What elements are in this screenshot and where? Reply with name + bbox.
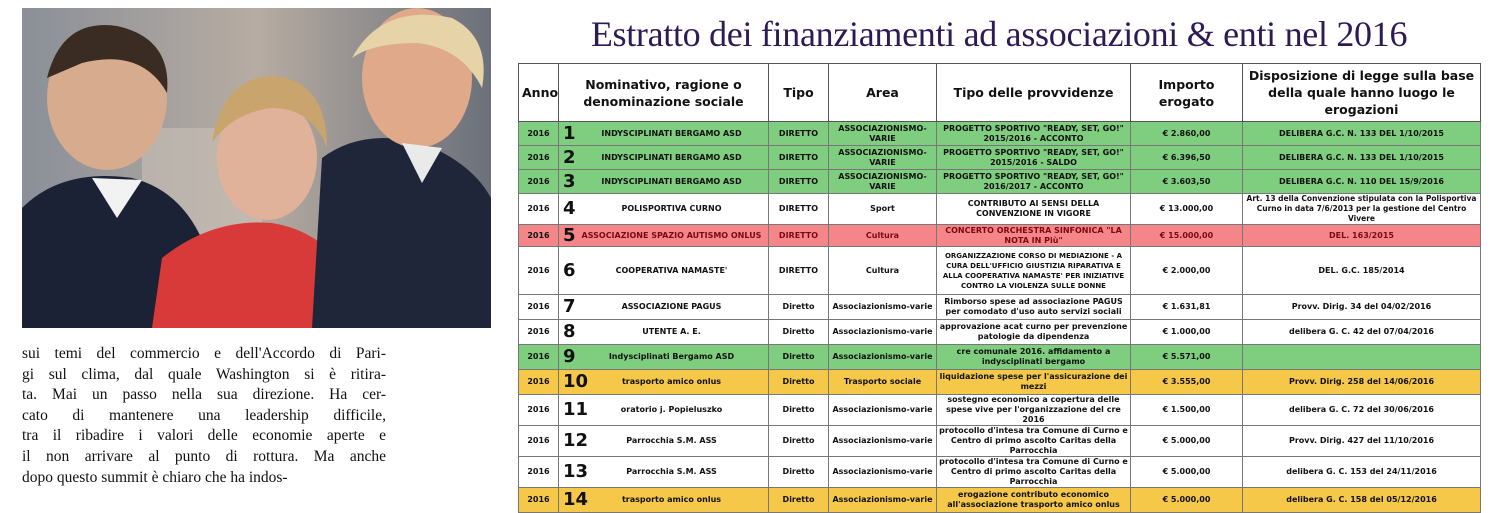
- table-row: [519, 488, 1481, 513]
- row-area: Associazionismo-varie: [829, 345, 937, 370]
- row-type: Diretto: [769, 345, 829, 370]
- article-line: sui temi del commercio e dell'Accordo di Pari-: [22, 345, 386, 362]
- row-type: Diretto: [769, 370, 829, 395]
- table-row: [519, 225, 1481, 247]
- row-name-cell: [559, 146, 769, 170]
- article-line: ta. Mai un passo nella sua direzione. Ha cer-: [22, 386, 386, 404]
- row-type: DIRETTO: [769, 194, 829, 225]
- row-name: trasporto amico onlus: [621, 377, 722, 386]
- row-type: DIRETTO: [769, 122, 829, 146]
- row-area: Sport: [829, 194, 937, 225]
- row-year: 2016: [519, 426, 559, 457]
- row-amount: € 5.571,00: [1131, 345, 1243, 370]
- row-area: Cultura: [829, 247, 937, 295]
- row-area: Associazionismo-varie: [829, 457, 937, 488]
- article-line: tra il ribadire i valori delle economie aperte e: [22, 427, 386, 445]
- row-amount: € 2.860,00: [1131, 122, 1243, 146]
- row-name-cell: [559, 457, 769, 488]
- row-name: trasporto amico onlus: [621, 495, 722, 504]
- row-year: 2016: [519, 345, 559, 370]
- row-year: 2016: [519, 370, 559, 395]
- row-name: UTENTE A. E.: [642, 327, 701, 336]
- row-provision: PROGETTO SPORTIVO "READY, SET, GO!" 2016/2017 - ACCONTO: [937, 170, 1131, 194]
- funding-table: [518, 63, 1481, 513]
- row-law: DELIBERA G.C. N. 133 DEL 1/10/2015: [1243, 146, 1481, 170]
- row-provision: approvazione acat curno per prevenzione patologie da dipendenza: [937, 320, 1131, 345]
- header-anno: Anno: [519, 64, 559, 122]
- row-provision: PROGETTO SPORTIVO "READY, SET, GO!" 2015/2016 - SALDO: [937, 146, 1131, 170]
- row-name: Parrocchia S.M. ASS: [626, 467, 717, 476]
- row-law: [1243, 345, 1481, 370]
- row-amount: € 15.000,00: [1131, 225, 1243, 247]
- row-name: INDYSCIPLINATI BERGAMO ASD: [601, 152, 742, 162]
- row-amount: € 1.631,81: [1131, 295, 1243, 320]
- row-area: Associazionismo-varie: [829, 320, 937, 345]
- row-type: Diretto: [769, 320, 829, 345]
- row-provision: ORGANIZZAZIONE CORSO DI MEDIAZIONE - A CURA DELL'UFFICIO GIUSTIZIA RIPARATIVA E ALLA COOPERATIVA NAMASTE' PER INIZIATIVE CONTRO LA VIOLENZA SULLE DONNE: [937, 247, 1131, 295]
- row-type: Diretto: [769, 395, 829, 426]
- row-law: Art. 13 della Convenzione stipulata con la Polisportiva Curno in data 7/6/2013 per la gestione del Centro Vivere: [1243, 194, 1481, 225]
- row-amount: € 5.000,00: [1131, 488, 1243, 513]
- row-area: Associazionismo-varie: [829, 426, 937, 457]
- row-number: 2: [563, 146, 576, 168]
- row-name-cell: [559, 225, 769, 247]
- table-row: [519, 457, 1481, 488]
- row-name-cell: [559, 488, 769, 513]
- row-number: 7: [563, 296, 576, 317]
- row-number: 13: [563, 461, 589, 482]
- row-provision: sostegno economico a copertura delle spese vive per l'organizzazione del cre 2016: [937, 395, 1131, 426]
- row-area: ASSOCIAZIONISMO-VARIE: [829, 170, 937, 194]
- row-provision: cre comunale 2016. affidamento a indysciplinati bergamo: [937, 345, 1131, 370]
- row-amount: € 13.000,00: [1131, 194, 1243, 225]
- header-provvidenze: Tipo delle provvidenze: [937, 64, 1131, 122]
- header-nominativo: Nominativo, ragione o denominazione sociale: [559, 64, 769, 122]
- row-area: Associazionismo-varie: [829, 295, 937, 320]
- row-type: Diretto: [769, 295, 829, 320]
- row-amount: € 5.000,00: [1131, 426, 1243, 457]
- table-header-row: [519, 64, 1481, 122]
- row-type: Diretto: [769, 426, 829, 457]
- row-provision: CONTRIBUTO AI SENSI DELLA CONVENZIONE IN VIGORE: [937, 194, 1131, 225]
- row-year: 2016: [519, 247, 559, 295]
- header-tipo: Tipo: [769, 64, 829, 122]
- row-name: COOPERATIVA NAMASTE': [615, 265, 728, 275]
- article-line: gi sul clima, dal quale Washington si è ritira-: [22, 365, 386, 383]
- row-amount: € 6.396,50: [1131, 146, 1243, 170]
- row-name-cell: [559, 122, 769, 146]
- row-number: 8: [563, 321, 576, 342]
- table-row: [519, 426, 1481, 457]
- row-name: INDYSCIPLINATI BERGAMO ASD: [601, 128, 742, 138]
- row-area: Trasporto sociale: [829, 370, 937, 395]
- row-year: 2016: [519, 488, 559, 513]
- row-number: 1: [563, 122, 576, 144]
- row-number: 4: [563, 198, 576, 219]
- row-type: Diretto: [769, 457, 829, 488]
- row-name-cell: [559, 426, 769, 457]
- row-type: DIRETTO: [769, 146, 829, 170]
- row-name-cell: [559, 320, 769, 345]
- row-amount: € 2.000,00: [1131, 247, 1243, 295]
- row-name: oratorio j. Popieluszko: [620, 405, 723, 414]
- row-type: DIRETTO: [769, 170, 829, 194]
- row-provision: erogazione contributo economico all'associazione trasporto amico onlus: [937, 488, 1131, 513]
- row-provision: CONCERTO ORCHESTRA SINFONICA "LA NOTA IN Più": [937, 225, 1131, 247]
- row-number: 11: [563, 399, 589, 420]
- row-amount: € 5.000,00: [1131, 457, 1243, 488]
- row-area: Associazionismo-varie: [829, 488, 937, 513]
- row-year: 2016: [519, 295, 559, 320]
- news-photo: [22, 8, 491, 328]
- row-name-cell: [559, 395, 769, 426]
- row-year: 2016: [519, 146, 559, 170]
- row-name-cell: [559, 170, 769, 194]
- row-year: 2016: [519, 395, 559, 426]
- row-name: POLISPORTIVA CURNO: [621, 204, 722, 213]
- row-year: 2016: [519, 225, 559, 247]
- row-area: ASSOCIAZIONISMO-VARIE: [829, 146, 937, 170]
- article-line: dopo questo summit è chiaro che ha indos-: [22, 468, 288, 486]
- row-name-cell: [559, 370, 769, 395]
- table-row: [519, 146, 1481, 170]
- row-law: Provv. Dirig. 427 del 11/10/2016: [1243, 426, 1481, 457]
- table-title: Estratto dei finanziamenti ad associazioni & enti nel 2016: [590, 14, 1408, 54]
- row-name: ASSOCIAZIONE SPAZIO AUTISMO ONLUS: [581, 230, 762, 240]
- row-law: DELIBERA G.C. N. 133 DEL 1/10/2015: [1243, 122, 1481, 146]
- row-year: 2016: [519, 320, 559, 345]
- row-law: Provv. Dirig. 34 del 04/02/2016: [1243, 295, 1481, 320]
- table-row: [519, 370, 1481, 395]
- row-number: 5: [563, 224, 576, 246]
- row-provision: protocollo d'intesa tra Comune di Curno e Centro di primo ascolto Caritas della Parrocchia: [937, 426, 1131, 457]
- row-amount: € 1.500,00: [1131, 395, 1243, 426]
- table-row: [519, 295, 1481, 320]
- row-number: 12: [563, 430, 589, 451]
- row-amount: € 3.555,00: [1131, 370, 1243, 395]
- row-provision: protocollo d'intesa tra Comune di Curno e Centro di primo ascolto Caritas della Parrocchia: [937, 457, 1131, 488]
- header-area: Area: [829, 64, 937, 122]
- row-law: DELIBERA G.C. N. 110 DEL 15/9/2016: [1243, 170, 1481, 194]
- row-law: delibera G. C. 153 del 24/11/2016: [1243, 457, 1481, 488]
- row-year: 2016: [519, 457, 559, 488]
- table-row: [519, 345, 1481, 370]
- row-area: Cultura: [829, 225, 937, 247]
- row-number: 10: [563, 371, 589, 392]
- row-year: 2016: [519, 194, 559, 225]
- row-name: Parrocchia S.M. ASS: [626, 436, 717, 445]
- row-name-cell: [559, 345, 769, 370]
- row-year: 2016: [519, 170, 559, 194]
- row-law: delibera G. C. 158 del 05/12/2016: [1243, 488, 1481, 513]
- table-row: [519, 122, 1481, 146]
- row-law: DEL. 163/2015: [1243, 225, 1481, 247]
- table-row: [519, 247, 1481, 295]
- row-amount: € 3.603,50: [1131, 170, 1243, 194]
- row-law: delibera G. C. 42 del 07/04/2016: [1243, 320, 1481, 345]
- article-line: cato di mantenere una leadership difficile,: [22, 406, 386, 424]
- row-number: 3: [563, 170, 576, 192]
- row-name: INDYSCIPLINATI BERGAMO ASD: [601, 176, 742, 186]
- row-number: 14: [563, 489, 589, 510]
- row-type: DIRETTO: [769, 225, 829, 247]
- table-row: [519, 395, 1481, 426]
- row-provision: liquidazione spese per l'assicurazione dei mezzi: [937, 370, 1131, 395]
- table-row: [519, 320, 1481, 345]
- row-type: DIRETTO: [769, 247, 829, 295]
- table-row: [519, 194, 1481, 225]
- row-law: Provv. Dirig. 258 del 14/06/2016: [1243, 370, 1481, 395]
- row-type: Diretto: [769, 488, 829, 513]
- row-area: Associazionismo-varie: [829, 395, 937, 426]
- row-amount: € 1.000,00: [1131, 320, 1243, 345]
- row-provision: PROGETTO SPORTIVO "READY, SET, GO!" 2015/2016 - ACCONTO: [937, 122, 1131, 146]
- row-law: delibera G. C. 72 del 30/06/2016: [1243, 395, 1481, 426]
- row-name: ASSOCIAZIONE PAGUS: [621, 302, 722, 311]
- row-number: 9: [563, 346, 576, 367]
- row-year: 2016: [519, 122, 559, 146]
- header-disposizione: Disposizione di legge sulla base della quale hanno luogo le erogazioni: [1243, 64, 1481, 122]
- row-name: Indysciplinati Bergamo ASD: [608, 352, 735, 361]
- row-name-cell: [559, 194, 769, 225]
- row-area: ASSOCIAZIONISMO-VARIE: [829, 122, 937, 146]
- table-row: [519, 170, 1481, 194]
- article-line: il non arrivare al punto di rottura. Ma anche: [22, 447, 386, 465]
- row-name-cell: [559, 295, 769, 320]
- row-number: 6: [563, 259, 576, 281]
- article-text: [22, 344, 386, 488]
- row-law: DEL. G.C. 185/2014: [1243, 247, 1481, 295]
- header-importo: Importo erogato: [1131, 64, 1243, 122]
- row-provision: Rimborso spese ad associazione PAGUS per comodato d'uso auto servizi sociali: [937, 295, 1131, 320]
- row-name-cell: [559, 247, 769, 295]
